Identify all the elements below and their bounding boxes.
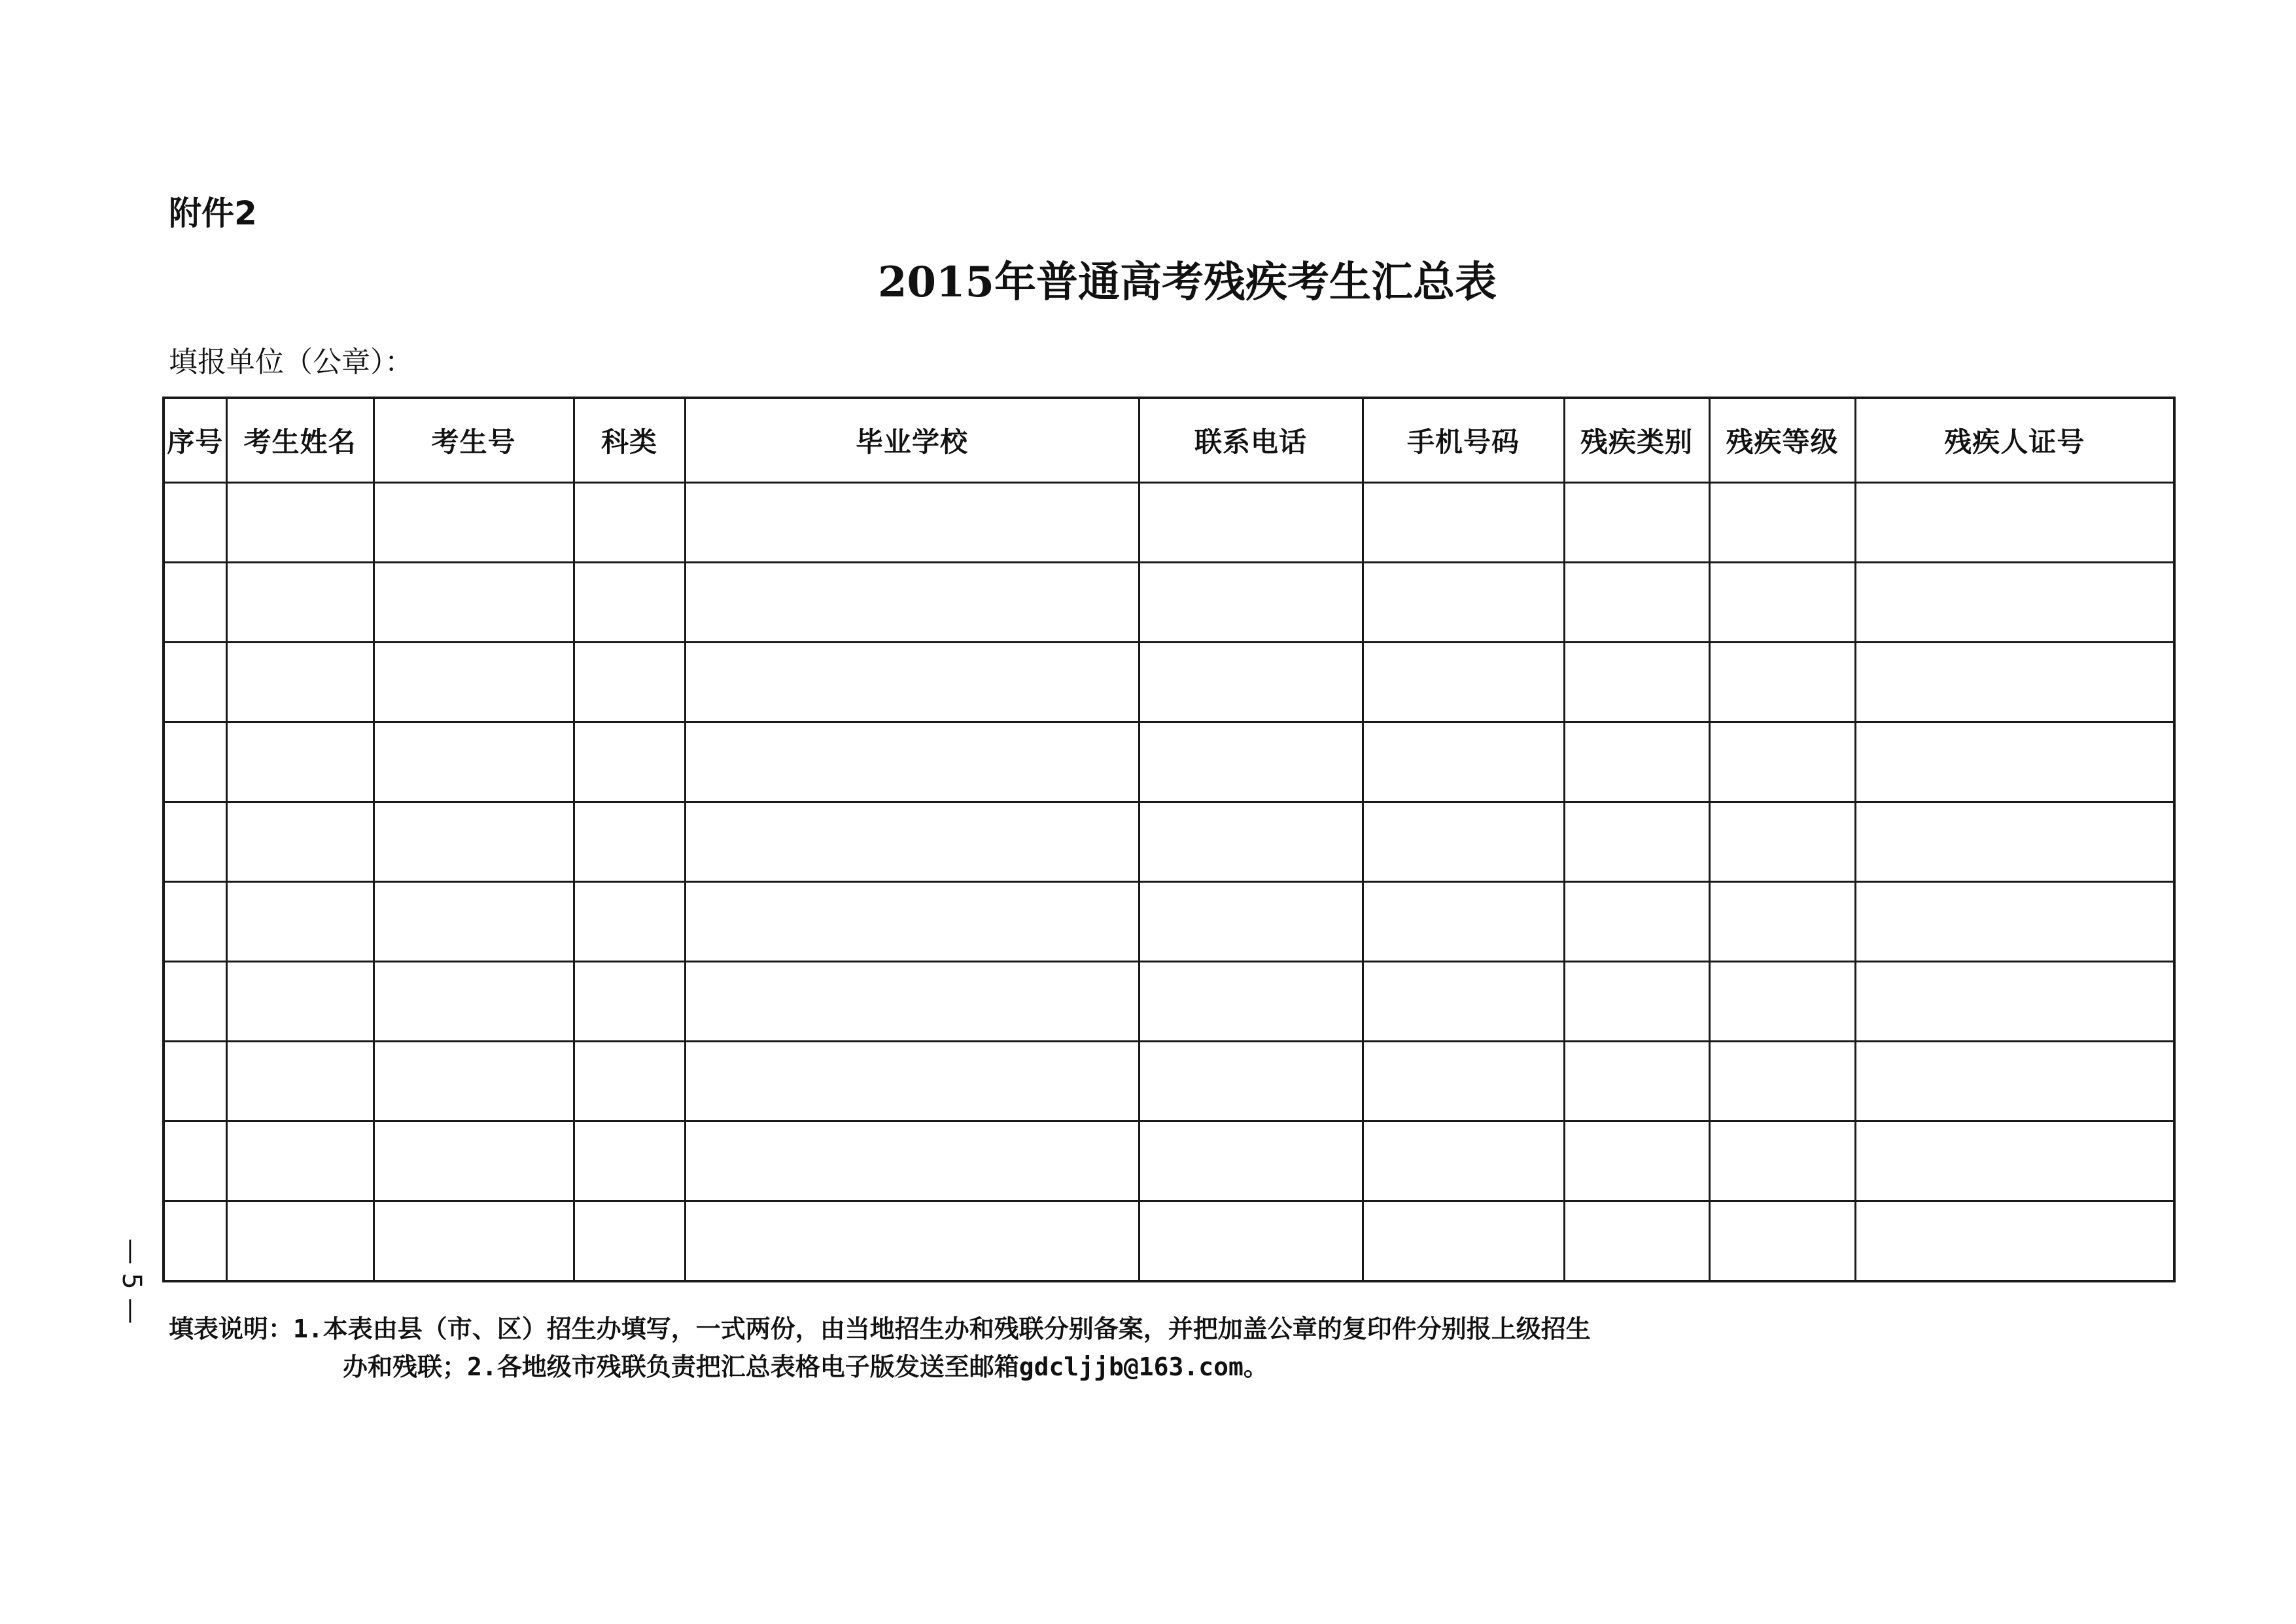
table-cell[interactable] (574, 802, 685, 882)
table-cell[interactable] (374, 1201, 574, 1282)
fill-instructions (169, 1310, 1591, 1386)
table-cell[interactable] (1139, 643, 1363, 722)
table-cell[interactable] (374, 483, 574, 563)
table-cell[interactable] (574, 643, 685, 722)
column-header: 残疾等级 (1709, 398, 1855, 483)
table-cell[interactable] (164, 1042, 226, 1121)
table-cell[interactable] (1363, 722, 1564, 802)
table-cell[interactable] (1855, 722, 2174, 802)
table-cell[interactable] (685, 722, 1139, 802)
table-cell[interactable] (685, 483, 1139, 563)
table-cell[interactable] (164, 882, 226, 962)
table-cell[interactable] (164, 802, 226, 882)
table-cell[interactable] (226, 1121, 374, 1201)
table-cell[interactable] (1855, 882, 2174, 962)
table-cell[interactable] (226, 483, 374, 563)
table-cell[interactable] (374, 722, 574, 802)
table-cell[interactable] (574, 1042, 685, 1121)
table-cell[interactable] (1564, 882, 1709, 962)
table-cell[interactable] (1855, 563, 2174, 643)
table-row (164, 882, 2174, 962)
table-cell[interactable] (1709, 882, 1855, 962)
table-cell[interactable] (685, 962, 1139, 1042)
table-row (164, 643, 2174, 722)
table-cell[interactable] (685, 882, 1139, 962)
table-cell[interactable] (164, 962, 226, 1042)
table-cell[interactable] (1363, 1201, 1564, 1282)
page-title: 2015年普通高考残疾考生汇总表 (877, 258, 1497, 307)
table-cell[interactable] (1363, 1042, 1564, 1121)
table-cell[interactable] (1363, 882, 1564, 962)
table-cell[interactable] (1139, 483, 1363, 563)
instructions-text-1: 1.本表由县（市、区）招生办填写，一式两份，由当地招生办和残联分别备案，并把加盖公章的复印件分别报上级招生 (293, 1315, 1591, 1343)
table-cell[interactable] (685, 1121, 1139, 1201)
table-cell[interactable] (374, 882, 574, 962)
table-cell[interactable] (685, 1042, 1139, 1121)
table-row (164, 483, 2174, 563)
table-cell[interactable] (574, 882, 685, 962)
table-cell[interactable] (1709, 563, 1855, 643)
table-cell[interactable] (226, 882, 374, 962)
table-cell[interactable] (574, 483, 685, 563)
table-cell[interactable] (1363, 1121, 1564, 1201)
table-header-row (164, 398, 2174, 483)
table-cell[interactable] (1709, 802, 1855, 882)
table-cell[interactable] (1139, 722, 1363, 802)
instructions-line-1 (169, 1310, 1591, 1348)
table-cell[interactable] (1139, 882, 1363, 962)
instructions-line-2: 办和残联；2.各地级市残联负责把汇总表格电子版发送至邮箱gdcljjb@163.com。 (343, 1352, 1268, 1381)
reporting-unit-label: 填报单位（公章）： (169, 345, 413, 379)
column-header: 残疾人证号 (1855, 398, 2174, 483)
column-header: 手机号码 (1363, 398, 1564, 483)
table-row (164, 563, 2174, 643)
instructions-prefix: 填表说明： (169, 1315, 294, 1343)
table-cell[interactable] (1564, 1121, 1709, 1201)
table-cell[interactable] (1855, 1042, 2174, 1121)
table-cell[interactable] (226, 563, 374, 643)
table-cell[interactable] (1855, 962, 2174, 1042)
table-cell[interactable] (1564, 483, 1709, 563)
table-cell[interactable] (226, 962, 374, 1042)
table-cell[interactable] (374, 643, 574, 722)
table-cell[interactable] (374, 962, 574, 1042)
table-body (164, 483, 2174, 1282)
attachment-label: 附件2 (169, 194, 257, 232)
table-cell[interactable] (685, 1201, 1139, 1282)
table-cell[interactable] (374, 1042, 574, 1121)
table-cell[interactable] (1855, 1121, 2174, 1201)
table-row (164, 1201, 2174, 1282)
table-cell[interactable] (1363, 643, 1564, 722)
table-cell[interactable] (685, 643, 1139, 722)
table-cell[interactable] (1709, 722, 1855, 802)
table-cell[interactable] (1564, 722, 1709, 802)
table-cell[interactable] (1363, 962, 1564, 1042)
table-cell[interactable] (574, 1201, 685, 1282)
table-cell[interactable] (1855, 643, 2174, 722)
table-cell[interactable] (1855, 802, 2174, 882)
table-cell[interactable] (164, 643, 226, 722)
summary-table (162, 397, 2176, 1282)
table-cell[interactable] (574, 1121, 685, 1201)
table-cell[interactable] (226, 1042, 374, 1121)
table-cell[interactable] (1139, 1042, 1363, 1121)
table-cell[interactable] (574, 563, 685, 643)
column-header: 联系电话 (1139, 398, 1363, 483)
table-cell[interactable] (1363, 802, 1564, 882)
table-cell[interactable] (226, 643, 374, 722)
table-cell[interactable] (226, 802, 374, 882)
table-cell[interactable] (1139, 802, 1363, 882)
table-cell[interactable] (1855, 1201, 2174, 1282)
table-cell[interactable] (574, 962, 685, 1042)
table-cell[interactable] (1709, 1042, 1855, 1121)
table-cell[interactable] (685, 563, 1139, 643)
page-number: — 5 — (116, 1238, 147, 1324)
table-cell[interactable] (374, 802, 574, 882)
column-header: 考生号 (374, 398, 574, 483)
table-cell[interactable] (1139, 1201, 1363, 1282)
table-cell[interactable] (1139, 563, 1363, 643)
table-cell[interactable] (1709, 483, 1855, 563)
table-cell[interactable] (574, 722, 685, 802)
table-row (164, 962, 2174, 1042)
table-cell[interactable] (1564, 643, 1709, 722)
table-cell[interactable] (1709, 962, 1855, 1042)
table-cell[interactable] (1709, 643, 1855, 722)
column-header: 残疾类别 (1564, 398, 1709, 483)
table-cell[interactable] (1709, 1121, 1855, 1201)
table-cell[interactable] (226, 1201, 374, 1282)
table-cell[interactable] (164, 722, 226, 802)
table-row (164, 722, 2174, 802)
table-cell[interactable] (164, 483, 226, 563)
table-cell[interactable] (1363, 483, 1564, 563)
column-header: 序号 (164, 398, 226, 483)
table-cell[interactable] (1139, 962, 1363, 1042)
table-cell[interactable] (164, 1121, 226, 1201)
table-cell[interactable] (1855, 483, 2174, 563)
table-row (164, 1042, 2174, 1121)
table-cell[interactable] (1564, 962, 1709, 1042)
table-row (164, 802, 2174, 882)
table-cell[interactable] (1139, 1121, 1363, 1201)
table-cell[interactable] (1564, 1042, 1709, 1121)
table-cell[interactable] (374, 1121, 574, 1201)
table-cell[interactable] (374, 563, 574, 643)
table-cell[interactable] (1363, 563, 1564, 643)
column-header: 科类 (574, 398, 685, 483)
table-cell[interactable] (226, 722, 374, 802)
column-header: 考生姓名 (226, 398, 374, 483)
table-row (164, 1121, 2174, 1201)
table-cell[interactable] (1564, 1201, 1709, 1282)
table-cell[interactable] (1709, 1201, 1855, 1282)
table-cell[interactable] (1564, 802, 1709, 882)
table-cell[interactable] (1564, 563, 1709, 643)
table-cell[interactable] (164, 563, 226, 643)
column-header: 毕业学校 (685, 398, 1139, 483)
table-cell[interactable] (685, 802, 1139, 882)
